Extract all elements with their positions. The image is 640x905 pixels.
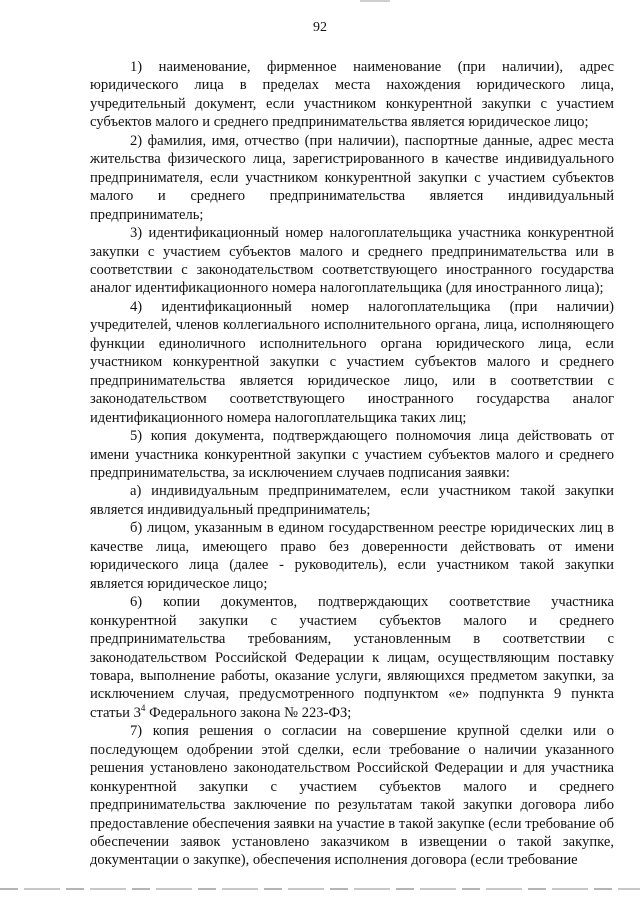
paragraph-item-5b: б) лицом, указанным в едином государственном реестре юридических лиц в качестве лица, имеющего право без доверенности действовать от имени юридического лица (далее - руководитель), если участником такой закупки является юридическое лицо; <box>90 520 614 592</box>
paragraph-item-3: 3) идентификационный номер налогоплательщика участника конкурентной закупки с участием субъектов малого и среднего предпринимательства или в соответствии с законодательством соответствующего иностранного государства аналог идентификационного номера налогоплательщика (для иностранного лица); <box>90 225 614 297</box>
paragraph-item-1: 1) наименование, фирменное наименование (при наличии), адрес юридического лица в пределах места нахождения юридического лица, учредительный документ, если участником конкурентной закупки с участием субъектов малого и среднего предпринимательства является юридическое лицо; <box>90 59 614 131</box>
paragraph-item-7: 7) копия решения о согласии на совершение крупной сделки или о последующем одобрении этой сделки, если требование о наличии указанного решения установлено законодательством Российской Федерации и для участника конкурентной закупки с участием субъектов малого и среднего предпринимательства заключение по результатам такой закупки договора либо предоставление обеспечения заявки на участие в такой закупке (если требование об обеспечении заявок установлено заказчиком в извещении о такой закупке, документации о закупке), обеспечения исполнения договора (если требование <box>90 723 614 869</box>
paragraph-item-5: 5) копия документа, подтверждающего полномочия лица действовать от имени участника конкурентной закупки с участием субъектов малого и среднего предпринимательства, за исключением случаев подписания заявки: <box>90 428 614 481</box>
paragraph-item-2: 2) фамилия, имя, отчество (при наличии), паспортные данные, адрес места жительства физического лица, зарегистрированного в качестве индивидуального предпринимателя, если участником конкурентной закупки с участием субъектов малого и среднего предпринимательства является индивидуальный предприниматель; <box>90 132 614 223</box>
paragraph-item-6 <box>90 593 614 722</box>
paragraph-item-5a: а) индивидуальным предпринимателем, если участником такой закупки является индивидуальный предприниматель; <box>90 483 614 518</box>
paragraph-item-6-text: 6) копии документов, подтверждающих соответствие участника конкурентной закупки с участием субъектов малого и среднего предпринимательства требованиям, установленным в соответствии с законодательством Российской Федерации к лицам, осуществляющим поставку товара, выполнение работы, оказание услуги, являющихся предметом закупки, за исключением случая, предусмотренного подпунктом «е» подпункта 9 пункта статьи 3 <box>90 594 614 721</box>
document-body <box>90 58 614 870</box>
scan-artifact <box>360 0 390 2</box>
page-number: 92 <box>313 20 327 35</box>
paragraph-item-6-tail: Федерального закона № 223-ФЗ; <box>145 704 352 721</box>
scan-bottom-edge <box>0 888 640 890</box>
article-superscript: 4 <box>140 703 146 713</box>
paragraph-item-4: 4) идентификационный номер налогоплательщика (при наличии) учредителей, членов коллегиального исполнительного органа, лица, исполняющего функции единоличного исполнительного органа юридического лица, если участником конкурентной закупки с участием субъектов малого и среднего предпринимательства является юридическое лицо, или в соответствии с законодательством соответствующего иностранного государства аналог идентификационного номера налогоплательщика таких лиц; <box>90 298 614 426</box>
